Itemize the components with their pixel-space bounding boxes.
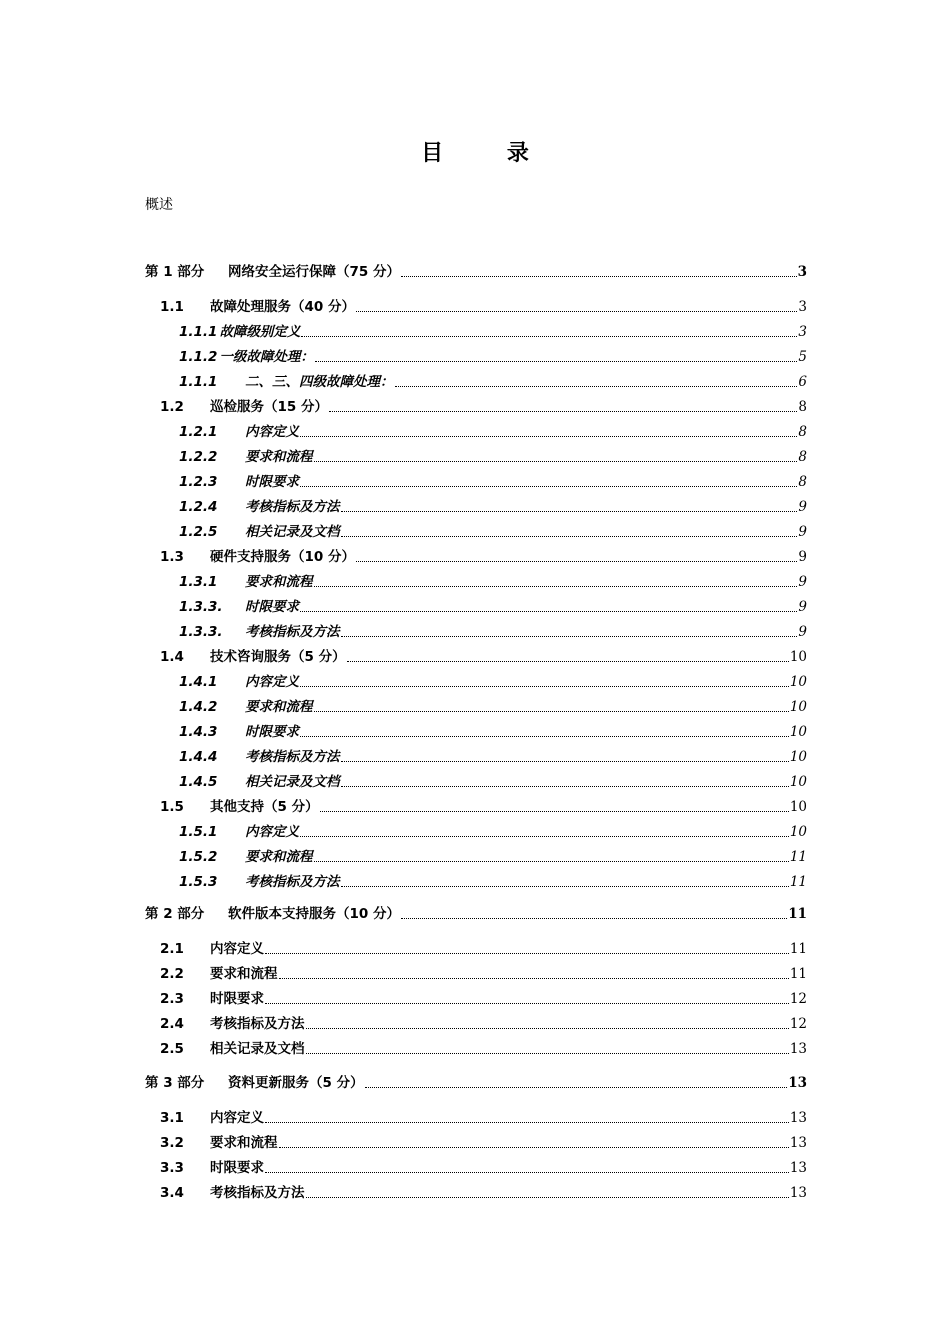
toc-entry[interactable] (145, 522, 807, 542)
toc-entry-number: 1.3.1 (179, 574, 218, 590)
toc-entry[interactable] (145, 647, 807, 667)
toc-entry[interactable] (145, 847, 807, 867)
dot-leader (401, 276, 797, 277)
toc-entry[interactable] (145, 447, 807, 467)
toc-entry-page: 10 (789, 724, 807, 740)
toc-entry-page: 9 (798, 499, 807, 515)
toc-entry-number: 1.1 (160, 299, 184, 315)
dot-leader (329, 411, 797, 412)
toc-entry-page: 5 (798, 349, 807, 365)
toc-entry-page: 9 (798, 524, 807, 540)
dot-leader (320, 811, 789, 812)
toc-entry-number: 第 2 部分 (145, 906, 205, 922)
toc-entry-title: 考核指标及方法 (245, 624, 340, 640)
toc-entry-number: 3.4 (160, 1185, 184, 1201)
toc-entry[interactable] (145, 822, 807, 842)
dot-leader (341, 761, 789, 762)
dot-leader (315, 361, 797, 362)
toc-entry-page: 3 (797, 264, 807, 280)
toc-entry[interactable] (145, 472, 807, 492)
toc-entry-page: 13 (789, 1160, 807, 1176)
toc-entry-title: 要求和流程 (245, 849, 313, 865)
dot-leader (300, 611, 797, 612)
toc-entry-number: 1.1.2 (179, 349, 218, 365)
toc-entry[interactable] (145, 1039, 807, 1059)
toc-entry-title: 要求和流程 (245, 699, 313, 715)
toc-entry-page: 8 (798, 399, 807, 415)
toc-entry[interactable] (145, 1133, 807, 1153)
toc-entry-page: 13 (789, 1041, 807, 1057)
toc-entry-number: 1.1.1 (179, 324, 218, 340)
toc-entry-number: 1.5.3 (179, 874, 218, 890)
dot-leader (365, 1087, 788, 1088)
toc-entry-page: 11 (788, 906, 807, 922)
toc-entry-page: 13 (789, 1185, 807, 1201)
toc-entry[interactable] (145, 1158, 807, 1178)
toc-entry[interactable] (145, 372, 807, 392)
toc-entry-number: 1.3.3. (179, 599, 223, 615)
toc-entry-number: 2.3 (160, 991, 184, 1007)
toc-entry-page: 9 (798, 624, 807, 640)
toc-entry-page: 8 (798, 449, 807, 465)
toc-entry-title: 一级故障处理： (219, 349, 314, 365)
dot-leader (300, 486, 797, 487)
dot-leader (341, 886, 789, 887)
toc-entry[interactable] (145, 1014, 807, 1034)
toc-entry[interactable] (145, 697, 807, 717)
dot-leader (300, 436, 797, 437)
toc-entry-number: 1.4.4 (179, 749, 218, 765)
toc-entry[interactable] (145, 872, 807, 892)
toc-entry-page: 9 (798, 599, 807, 615)
toc-entry[interactable] (145, 964, 807, 984)
toc-entry-page: 13 (789, 1135, 807, 1151)
toc-entry-number: 1.2 (160, 399, 184, 415)
toc-entry-title: 时限要求 (245, 599, 299, 615)
toc-entry-title: 时限要求 (210, 1160, 264, 1176)
toc-entry-title: 时限要求 (210, 991, 264, 1007)
dot-leader (314, 461, 798, 462)
toc-entry-number: 第 3 部分 (145, 1075, 205, 1091)
toc-entry-title: 其他支持（5 分） (210, 799, 319, 815)
dot-leader (265, 953, 789, 954)
page-title: 目 录 (421, 141, 557, 166)
dot-leader (395, 386, 798, 387)
toc-entry-page: 8 (798, 424, 807, 440)
toc-entry-page: 10 (789, 774, 807, 790)
toc-entry-number: 2.5 (160, 1041, 184, 1057)
dot-leader (314, 861, 789, 862)
toc-entry-title: 内容定义 (245, 424, 299, 440)
toc-entry-number: 1.1.1 (179, 374, 218, 390)
toc-entry-page: 10 (789, 649, 807, 665)
toc-entry-title: 相关记录及文档 (245, 774, 340, 790)
toc-entry-page: 10 (789, 749, 807, 765)
toc-entry-number: 1.5.1 (179, 824, 218, 840)
toc-entry-title: 相关记录及文档 (245, 524, 340, 540)
toc-entry-title: 要求和流程 (245, 574, 313, 590)
toc-entry-number: 1.2.5 (179, 524, 218, 540)
toc-entry-number: 第 1 部分 (145, 264, 205, 280)
toc-entry-number: 1.3.3. (179, 624, 223, 640)
dot-leader (356, 311, 797, 312)
toc-entry[interactable] (145, 904, 807, 924)
toc-entry-title: 网络安全运行保障（75 分） (228, 264, 400, 280)
toc-entry[interactable] (145, 297, 807, 317)
toc-entry-page: 11 (789, 941, 807, 957)
toc-entry-title: 时限要求 (245, 724, 299, 740)
toc-entry-title: 时限要求 (245, 474, 299, 490)
dot-leader (341, 786, 789, 787)
toc-entry[interactable] (145, 322, 807, 342)
toc-entry-number: 1.5.2 (179, 849, 218, 865)
toc-entry-title: 要求和流程 (210, 966, 278, 982)
toc-entry-page: 13 (789, 1110, 807, 1126)
toc-entry-title: 内容定义 (210, 941, 264, 957)
dot-leader (300, 736, 789, 737)
toc-entry-page: 12 (789, 1016, 807, 1032)
toc-entry-page: 11 (789, 849, 807, 865)
toc-entry-title: 巡检服务（15 分） (210, 399, 328, 415)
toc-entry-page: 3 (798, 299, 807, 315)
toc-entry-page: 6 (798, 374, 807, 390)
toc-entry-number: 1.2.1 (179, 424, 218, 440)
toc-entry-number: 3.1 (160, 1110, 184, 1126)
toc-entry-page: 11 (789, 874, 807, 890)
toc-entry-number: 2.2 (160, 966, 184, 982)
toc-entry[interactable] (145, 672, 807, 692)
toc-entry-page: 13 (788, 1075, 807, 1091)
overview-heading: 概述 (145, 197, 173, 213)
toc-entry-page: 10 (789, 674, 807, 690)
dot-leader (401, 918, 787, 919)
toc-entry[interactable] (145, 547, 807, 567)
dot-leader (341, 536, 798, 537)
toc-entry-number: 1.5 (160, 799, 184, 815)
toc-entry[interactable] (145, 347, 807, 367)
toc-entry-number: 3.3 (160, 1160, 184, 1176)
toc-entry-title: 考核指标及方法 (245, 499, 340, 515)
toc-entry[interactable] (145, 1073, 807, 1093)
toc-entry[interactable] (145, 1108, 807, 1128)
toc-entry-page: 9 (798, 574, 807, 590)
toc-entry[interactable] (145, 772, 807, 792)
toc-entry-title: 故障处理服务（40 分） (210, 299, 355, 315)
dot-leader (306, 1028, 789, 1029)
toc-entry-title: 软件版本支持服务（10 分） (228, 906, 400, 922)
dot-leader (279, 978, 789, 979)
toc-entry-page: 10 (789, 824, 807, 840)
toc-entry[interactable] (145, 939, 807, 959)
toc-entry-number: 1.2.4 (179, 499, 218, 515)
toc-entry-title: 内容定义 (245, 674, 299, 690)
toc-entry-title: 内容定义 (210, 1110, 264, 1126)
toc-entry-number: 1.4.3 (179, 724, 218, 740)
dot-leader (347, 661, 789, 662)
toc-entry-title: 考核指标及方法 (210, 1016, 305, 1032)
toc-entry-title: 要求和流程 (210, 1135, 278, 1151)
toc-entry-title: 相关记录及文档 (210, 1041, 305, 1057)
dot-leader (314, 586, 798, 587)
toc-entry-title: 资料更新服务（5 分） (228, 1075, 364, 1091)
toc-entry-page: 8 (798, 474, 807, 490)
toc-entry-number: 1.4.5 (179, 774, 218, 790)
dot-leader (306, 1053, 789, 1054)
toc-entry-number: 1.4 (160, 649, 184, 665)
toc-entry-page: 10 (789, 699, 807, 715)
toc-entry[interactable] (145, 397, 807, 417)
toc-entry-number: 1.4.1 (179, 674, 218, 690)
dot-leader (314, 711, 789, 712)
dot-leader (265, 1172, 789, 1173)
dot-leader (306, 1197, 789, 1198)
toc-entry-title: 考核指标及方法 (245, 749, 340, 765)
toc-entry[interactable] (145, 989, 807, 1009)
toc-entry[interactable] (145, 572, 807, 592)
toc-entry-number: 1.3 (160, 549, 184, 565)
toc-entry-page: 12 (789, 991, 807, 1007)
toc-entry-number: 2.4 (160, 1016, 184, 1032)
toc-entry-page: 3 (798, 324, 807, 340)
toc-entry[interactable] (145, 747, 807, 767)
toc-entry-title: 考核指标及方法 (210, 1185, 305, 1201)
toc-entry[interactable] (145, 722, 807, 742)
toc-entry-number: 1.2.2 (179, 449, 218, 465)
dot-leader (301, 336, 797, 337)
toc-entry-title: 考核指标及方法 (245, 874, 340, 890)
toc-entry-page: 9 (798, 549, 807, 565)
dot-leader (300, 686, 789, 687)
toc-entry[interactable] (145, 422, 807, 442)
toc-entry-number: 2.1 (160, 941, 184, 957)
toc-entry[interactable] (145, 797, 807, 817)
toc-entry[interactable] (145, 622, 807, 642)
toc-entry-number: 1.2.3 (179, 474, 218, 490)
dot-leader (265, 1003, 789, 1004)
toc-entry-title: 故障级别定义 (219, 324, 301, 340)
dot-leader (300, 836, 789, 837)
toc-entry-number: 3.2 (160, 1135, 184, 1151)
toc-entry[interactable] (145, 1183, 807, 1203)
toc-entry-page: 11 (789, 966, 807, 982)
dot-leader (341, 636, 798, 637)
toc-entry[interactable] (145, 262, 807, 282)
toc-entry-title: 技术咨询服务（5 分） (210, 649, 346, 665)
toc-entry-number: 1.4.2 (179, 699, 218, 715)
toc-entry-title: 要求和流程 (245, 449, 313, 465)
toc-entry-title: 内容定义 (245, 824, 299, 840)
toc-entry[interactable] (145, 597, 807, 617)
dot-leader (356, 561, 797, 562)
dot-leader (341, 511, 798, 512)
toc-entry-title: 硬件支持服务（10 分） (210, 549, 355, 565)
toc-entry-title: 二、三、四级故障处理： (245, 374, 394, 390)
dot-leader (265, 1122, 789, 1123)
toc-entry-page: 10 (789, 799, 807, 815)
dot-leader (279, 1147, 789, 1148)
toc-entry[interactable] (145, 497, 807, 517)
